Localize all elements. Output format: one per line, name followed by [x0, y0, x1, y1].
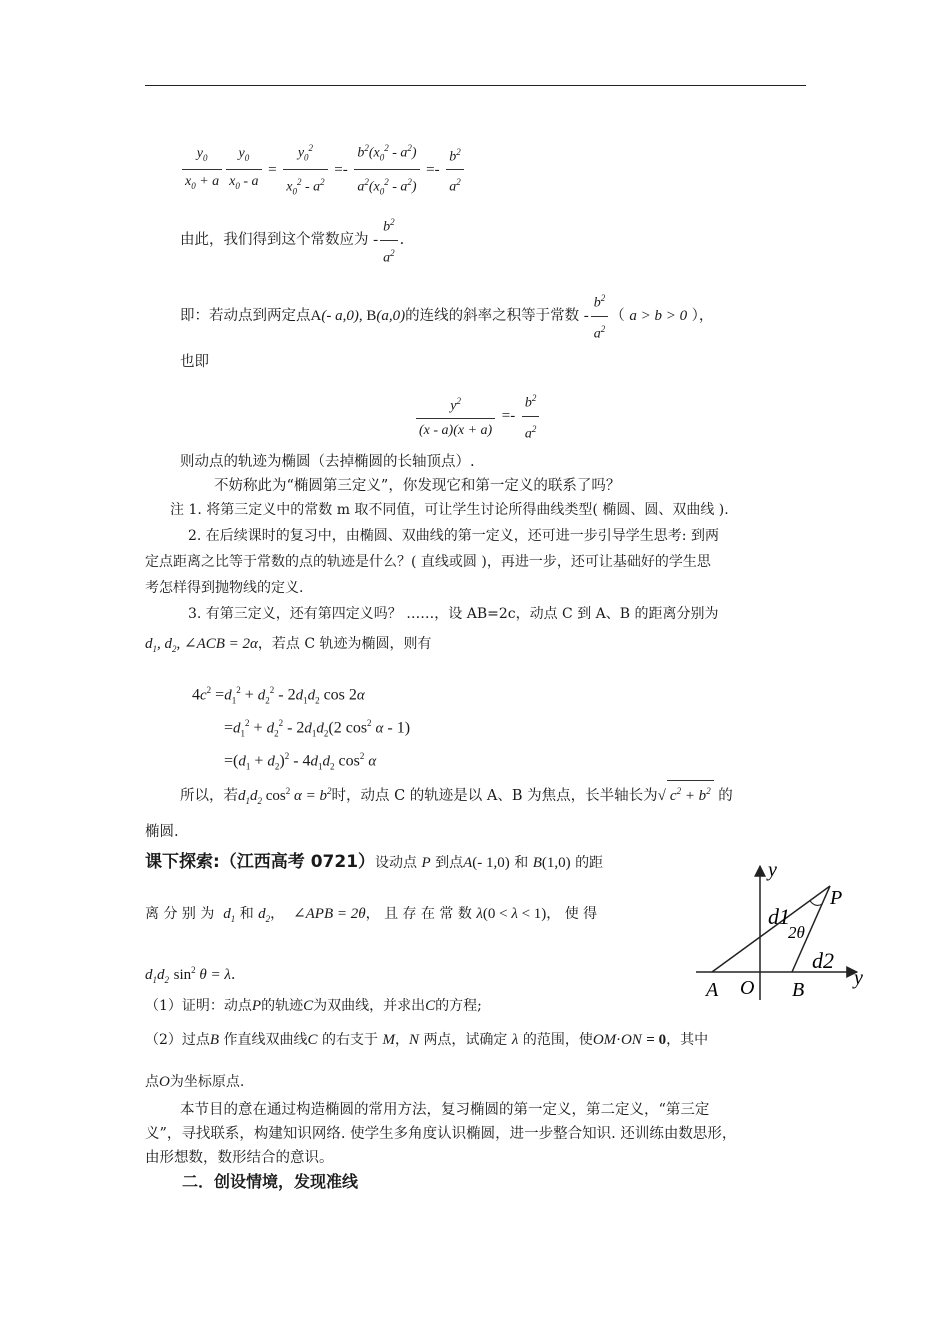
label-y-right: y: [854, 967, 863, 989]
equation-locus: $\frac{y^2}{(x - a)(x + a)}$ =- $\frac{b^2}{a^2}$: [414, 388, 541, 444]
condition-line: 即：若动点到两定点A(- a,0), B(a,0)的连线的斜率之积等于常数 - $\frac{b^2}{a^2}$ （ a > b > 0 ），: [180, 288, 713, 344]
equation-law-of-cosines-1: $4c^2 =d_1^2 + d_2^2 - 2d_1d_2$ cos 2α: [192, 685, 365, 706]
so-line: 所以，若$d_1d_2$ $\cos^2 \alpha = b^2$时，动点 C 的轨迹是以 A、B 为焦点，长半轴长为√ $c^2 + b^2$ 的: [180, 780, 733, 811]
label-p: P: [830, 887, 843, 909]
summary-line-1: 本节目的意在通过构造椭圆的常用方法，复习椭圆的第一定义，第二定义，“第三定: [180, 1102, 710, 1118]
equation-law-of-cosines-2: $=d_1^2 + d_2^2 - 2d_1d_2(2$ $\cos^2 \alpha - 1$): [224, 718, 411, 739]
note-3b: $d_1$, $d_2$, ∠ACB = 2α，若点 C 轨迹为椭圆，则有: [145, 636, 432, 654]
question-2: （2）过点B 作直线双曲线C 的右支于 M，N 两点，试确定 λ 的范围，使OM⋅ON = 0，其中: [145, 1032, 709, 1048]
angle-arc: [810, 901, 822, 905]
header-rule: [145, 85, 806, 86]
also-line: 也即: [180, 354, 209, 370]
label-d1: d1: [768, 904, 790, 929]
summary-line-2: 义”，寻找联系，构建知识网络. 使学生多角度认识椭圆，进一步整合知识. 还训练由数思形，: [145, 1126, 737, 1142]
label-a: A: [706, 979, 719, 1001]
note-2a: 2. 在后续课时的复习中，由椭圆、双曲线的第一定义，还可进一步引导学生思考: 到两: [188, 528, 719, 544]
label-d2: d2: [812, 948, 834, 973]
note-2b: 定点距离之比等于常数的点的轨迹是什么？( 直线或圆 )，再进一步，还可让基础好的学生思: [145, 554, 711, 570]
label-o: O: [740, 977, 755, 999]
exploration-line-2: 离 分 别 为 $d_1$ 和 $d_2$， ∠APB = 2θ， 且 存 在 常 数 λ(0 < λ < 1)， 使 得: [145, 906, 598, 924]
so-end: 椭圆.: [145, 824, 179, 840]
summary-line-3: 由形想数，数形结合的意识。: [145, 1150, 334, 1166]
exploration-line-1: 课下探索:（江西高考 0721）设动点 P 到点A(- 1,0) 和 B(1,0) 的距: [145, 852, 604, 872]
derivation-result: 由此，我们得到这个常数应为 - $\frac{b^2}{a^2}$ .: [180, 212, 404, 268]
label-2theta: 2θ: [788, 923, 805, 942]
question-2-end: 点O为坐标原点.: [145, 1074, 245, 1090]
conclusion-line: 则动点的轨迹为椭圆（去掉椭圆的长轴顶点）.: [180, 454, 475, 470]
equation-slope-product: $\frac{y_0}{x_0 + a}$ $\frac{y_0}{x_0 - a}$ = $\frac{y_0^2}{x_0^2 - a^2}$ =- $\frac{b^2(x_0^2 - a^2)}{a^2(x_0^2 - a^2)}$ =- $\frac{b^2}{a^2}$: [180, 138, 466, 202]
exploration-line-3: $d_1d_2$ $\sin^2 \theta = \lambda$.: [145, 965, 236, 985]
equation-law-of-cosines-3: $=(d_1 + d_2)^2 - 4d_1d_2$ $\cos^2 \alpha$: [224, 751, 377, 772]
note-2c: 考怎样得到抛物线的定义.: [145, 580, 304, 596]
section-title: 二．创设情境，发现准线: [182, 1172, 359, 1191]
question-1: （1）证明：动点P的轨迹C为双曲线，并求出C的方程;: [145, 998, 482, 1014]
note-1: 注 1. 将第三定义中的常数 m 取不同值，可让学生讨论所得曲线类型( 椭圆、圆、双曲线 ).: [170, 502, 729, 518]
triangle-figure: [692, 856, 872, 1016]
note-3a: 3. 有第三定义，还有第四定义吗？ ……，设 AB=2c，动点 C 到 A、B 的距离分别为: [188, 606, 719, 622]
label-y-top: y: [768, 859, 777, 881]
label-b: B: [792, 979, 805, 1001]
third-definition-line: 不妨称此为“椭圆第三定义”，你发现它和第一定义的联系了吗？: [214, 478, 621, 494]
